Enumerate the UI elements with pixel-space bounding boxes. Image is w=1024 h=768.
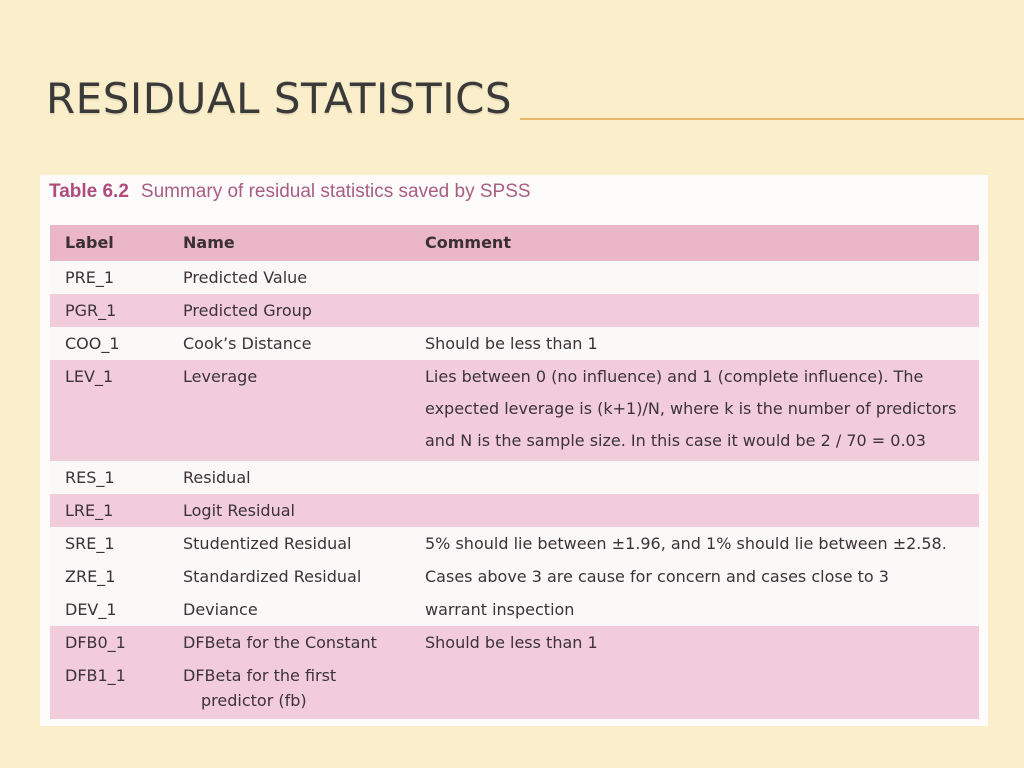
table-row <box>50 461 979 494</box>
row-name: Deviance <box>183 600 258 619</box>
table-title: Summary of residual statistics saved by SPSS <box>140 181 531 202</box>
row-label: COO_1 <box>65 334 120 353</box>
row-name: Studentized Residual <box>183 534 352 553</box>
row-comment <box>413 494 979 527</box>
header-label: Label <box>65 233 114 252</box>
row-comment: 5% should lie between ±1.96, and 1% should lie between ±2.58. <box>425 534 947 553</box>
name-line: predictor (fb) <box>201 691 307 710</box>
table-row <box>50 494 979 527</box>
comment-line: expected leverage is (k+1)/N, where k is the number of predictors <box>425 399 957 418</box>
slide-title: RESIDUAL STATISTICS <box>46 74 513 123</box>
table-row <box>50 327 979 360</box>
row-comment: Cases above 3 are cause for concern and cases close to 3 <box>425 567 889 586</box>
row-label: SRE_1 <box>65 534 115 553</box>
table-row <box>50 261 979 294</box>
row-name: Residual <box>183 468 251 487</box>
row-comment <box>413 261 979 294</box>
row-label: LEV_1 <box>65 367 114 386</box>
row-name: DFBeta for the Constant <box>183 633 377 652</box>
row-comment <box>413 461 979 494</box>
row-name: Predicted Group <box>183 301 312 320</box>
row-label: DFB0_1 <box>65 633 126 652</box>
table-number: Table 6.2 <box>49 181 129 202</box>
table-row <box>50 360 979 461</box>
table-caption <box>49 181 531 203</box>
row-comment: Should be less than 1 <box>425 334 598 353</box>
row-label: LRE_1 <box>65 501 114 520</box>
table-image <box>40 175 988 726</box>
comment-line: Lies between 0 (no influence) and 1 (complete influence). The <box>425 367 924 386</box>
row-label: ZRE_1 <box>65 567 116 586</box>
row-comment <box>413 294 979 327</box>
table-row <box>50 294 979 327</box>
row-name: Logit Residual <box>183 501 295 520</box>
residual-statistics-table <box>50 225 979 719</box>
row-label: PGR_1 <box>65 301 117 320</box>
header-name: Name <box>183 233 235 252</box>
row-comment <box>413 659 979 719</box>
row-name: Cook’s Distance <box>183 334 312 353</box>
table-row <box>50 659 979 719</box>
header-comment: Comment <box>425 233 511 252</box>
row-label: DEV_1 <box>65 600 117 619</box>
row-comment: Should be less than 1 <box>425 633 598 652</box>
title-underline <box>520 118 1024 120</box>
row-name <box>170 659 413 719</box>
table-row <box>50 560 979 593</box>
row-comment <box>413 360 979 461</box>
comment-line: and N is the sample size. In this case it would be 2 / 70 = 0.03 <box>425 431 926 450</box>
row-name: Predicted Value <box>183 268 308 287</box>
table-row <box>50 593 979 626</box>
row-name: Leverage <box>183 367 258 386</box>
table-header-row <box>50 225 979 261</box>
row-label: RES_1 <box>65 468 115 487</box>
row-comment: warrant inspection <box>425 600 575 619</box>
name-line: DFBeta for the first <box>183 666 337 685</box>
row-label: DFB1_1 <box>65 666 126 685</box>
row-label: PRE_1 <box>65 268 115 287</box>
table-row <box>50 626 979 659</box>
row-name: Standardized Residual <box>183 567 362 586</box>
table-row <box>50 527 979 560</box>
